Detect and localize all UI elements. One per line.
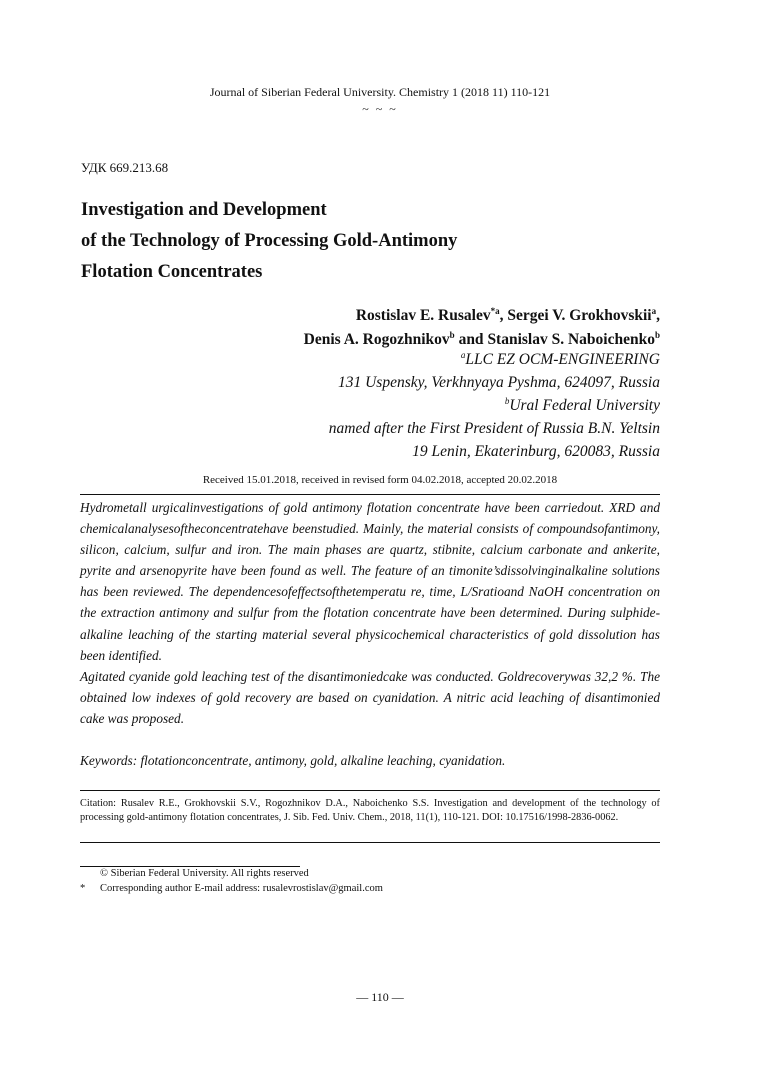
abstract-paragraph: Agitated cyanide gold leaching test of the disantimoniedcake was conducted. Goldrecoverywas 32,2 %. The obtained low indexes of gold recovery are based on cyanidation. A nitric acid leaching of disantimonied cake was proposed. — [80, 668, 660, 726]
citation-bottom-rule — [80, 842, 660, 843]
abstract-top-rule — [80, 494, 660, 495]
author-separator: , — [499, 307, 508, 324]
author-affil-mark: b — [449, 329, 455, 340]
abstract — [80, 497, 660, 729]
title-line: of the Technology of Processing Gold-Antimony — [81, 231, 458, 251]
author-name: Stanislav S. Naboichenko — [487, 331, 655, 348]
udc-code: УДК 669.213.68 — [81, 160, 169, 175]
author-affil-mark: a — [651, 305, 657, 316]
corresponding-author-email: Corresponding author E-mail address: rusalevrostislav@gmail.com — [100, 883, 383, 894]
footnote-star: * — [80, 883, 86, 894]
author-name: Rostislav E. Rusalev — [355, 307, 491, 324]
affiliation-b-name-2: named after the First President of Russia B.N. Yeltsin — [328, 420, 660, 437]
citation-top-rule — [80, 790, 660, 791]
journal-header: Journal of Siberian Federal University. Chemistry 1 (2018 11) 110-121 — [209, 85, 551, 99]
title-line: Flotation Concentrates — [81, 262, 263, 282]
page-number: — 110 — — [356, 990, 404, 1004]
author-name: Sergei V. Grokhovskii — [507, 307, 652, 324]
affiliation-a-name: $^a$LLC EZ OCM-ENGINEERING — [460, 349, 660, 368]
affil-mark: b — [504, 395, 510, 406]
affil-mark: a — [460, 349, 466, 360]
author-name: Denis A. Rogozhnikov — [303, 331, 450, 348]
authors-line-1 — [304, 304, 660, 328]
citation: Citation: Rusalev R.E., Grokhovskii S.V., Rogozhnikov D.A., Naboichenko S.S. Investigation and development of the technology of processing gold-antimony flotation concentrates, J. Sib. Fed. Univ. Chem., 2018, 11(1), 110-121. DOI: 10.17516/1998-2836-0062. — [80, 798, 660, 823]
article-title — [81, 195, 457, 288]
header-ornament: ~ ~ ~ — [362, 102, 398, 116]
affiliation-a-address: 131 Uspensky, Verkhnyaya Pyshma, 624097, Russia — [337, 374, 660, 391]
author-separator: and — [454, 331, 488, 348]
corresponding-footnote — [80, 883, 383, 894]
title-line: Investigation and Development — [81, 200, 327, 220]
received-dates: Received 15.01.2018, received in revised form 04.02.2018, accepted 20.02.2018 — [202, 474, 558, 486]
keywords: Keywords: flotationconcentrate, antimony, gold, alkaline leaching, cyanidation. — [80, 753, 506, 768]
author-separator: , — [656, 307, 660, 324]
affiliations — [329, 348, 660, 463]
abstract-paragraph: Hydrometall urgicalinvestigations of gold antimony flotation concentrate have been carriedout. XRD and chemicalanalysesoftheconcentratehave beenstudied. Mainly, the material consists of compoundsofantimony, silicon, calcium, sulfur and iron. The main phases are quartz, stibnite, calcium carbonate and ankerite, pyrite and arsenopyrite have been found as well. The feature of an timonite’sdissolvinginalkaline solutions has been reviewed. The dependencesofeffectsofthetemperatu re, time, L/Sratioand NaOH concentration on the extraction antimony and sulfur from the flotation concentrate have been determined. During sulphide-alkaline leaching of the starting material several physicochemical characteristics of gold dissolution has been identified. — [80, 500, 660, 663]
copyright-footnote: © Siberian Federal University. All rights reserved — [100, 868, 309, 879]
author-affil-mark: b — [654, 329, 660, 340]
footnote-rule — [80, 866, 300, 867]
affiliation-b-address: 19 Lenin, Ekaterinburg, 620083, Russia — [412, 443, 660, 460]
author-affil-mark: *a — [490, 305, 500, 316]
author-list — [304, 304, 660, 352]
affiliation-b-name: $^b$Ural Federal University — [504, 395, 660, 414]
